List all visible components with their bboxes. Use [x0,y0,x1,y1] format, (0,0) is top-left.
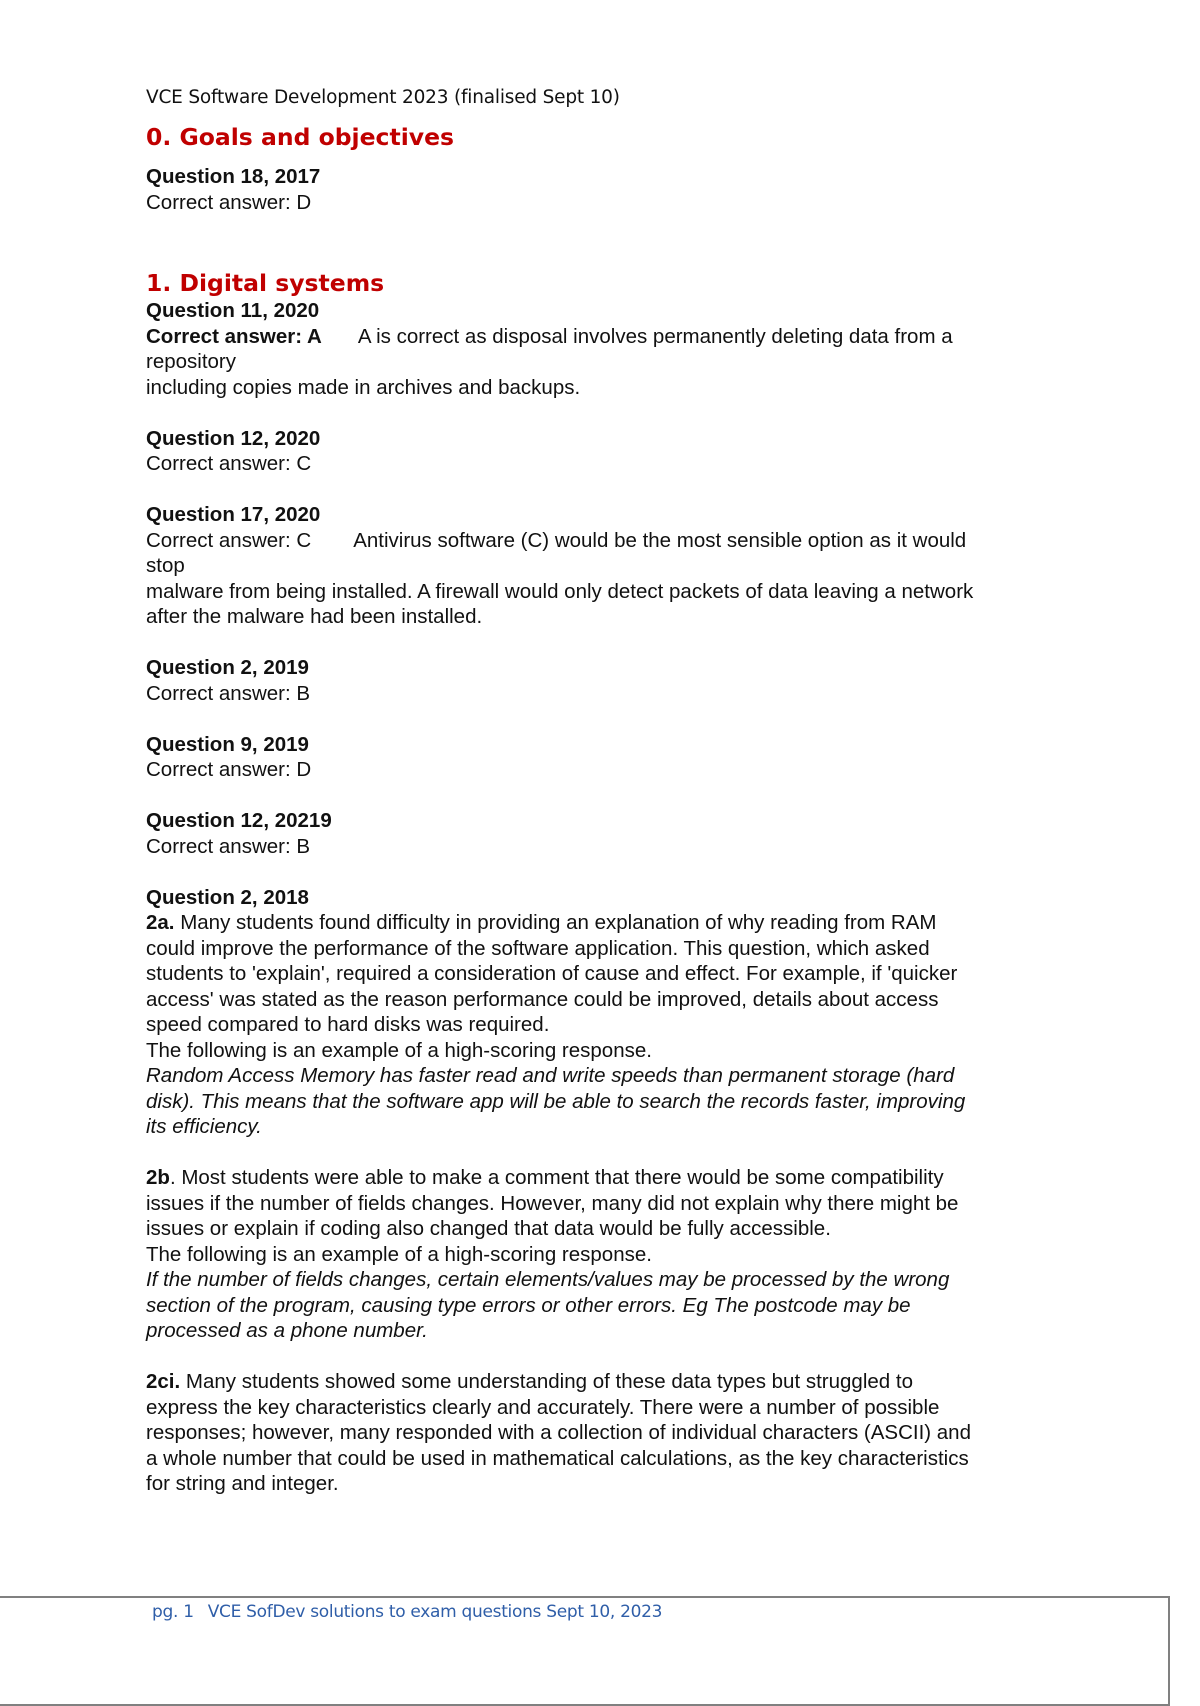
answer-explanation: Antivirus software (C) would be the most sensible option as it would [353,528,967,552]
sample-response-line: Random Access Memory has faster read and write speeds than permanent storage (hard [146,1064,955,1087]
paragraph-line: for string and integer. [146,1472,339,1495]
question-title: Question 9, 2019 [146,732,309,756]
section-heading-goals: 0. Goals and objectives [146,123,454,151]
answer-explanation: malware from being installed. A firewall would only detect packets of data leaving a network [146,579,974,603]
question-block [146,426,1066,477]
answer-explanation: repository [146,350,237,373]
paragraph-line: students to 'explain', required a consideration of cause and effect. For example, if 'quicker [146,962,958,985]
paragraph-line: express the key characteristics clearly and accurately. There were a number of possible [146,1395,940,1419]
question-title: Question 17, 2020 [146,503,321,526]
question-block [146,164,1066,215]
question-block [146,732,1066,783]
paragraph-line: issues or explain if coding also changed that data would be fully accessible. [146,1217,831,1240]
paragraph-line: issues if the number of fields changes. However, many did not explain why there might be [146,1191,959,1215]
answer-explanation: including copies made in archives and backups. [146,375,581,399]
question-answer: Correct answer: A [146,324,322,348]
question-block [146,298,1066,400]
answer-explanation: stop [146,554,185,577]
paragraph-line: speed compared to hard disks was required. [146,1013,550,1036]
question-block [146,655,1066,706]
question-answer: Correct answer: B [146,834,311,858]
sample-response-line: its efficiency. [146,1115,262,1138]
paragraph-line: The following is an example of a high-scoring response. [146,1038,652,1062]
question-answer: Correct answer: D [146,758,312,781]
page-footer [152,1601,662,1623]
question-title: Question 11, 2020 [146,299,320,322]
paragraph-line: Many students showed some understanding of these data types but struggled to [180,1370,913,1393]
question-answer: Correct answer: D [146,190,312,214]
paragraph-line: The following is an example of a high-scoring response. [146,1242,652,1266]
question-title: Question 2, 2019 [146,656,309,679]
question-block [146,502,1066,630]
answer-explanation: after the malware had been installed. [146,605,483,628]
page-content [146,86,1066,1522]
document-header: VCE Software Development 2023 (finalised Sept 10) [146,87,620,108]
question-title: Question 18, 2017 [146,165,321,188]
paragraph-line: a whole number that could be used in mathematical calculations, as the key characteristics [146,1446,969,1470]
answer-explanation: A is correct as disposal involves permanently deleting data from a [357,324,953,348]
sample-response-line: disk). This means that the software app will be able to search the records faster, improving [146,1089,966,1113]
sample-response-line: processed as a phone number. [146,1319,428,1342]
question-title: Question 12, 2020 [146,426,321,450]
question-answer: Correct answer: B [146,681,311,705]
part-label: 2ci. [146,1370,181,1393]
paragraph-line: could improve the performance of the software application. This question, which asked [146,936,930,960]
question-block [146,885,1066,1497]
question-answer: Correct answer: C [146,528,312,552]
section-heading-digital-systems: 1. Digital systems [146,269,385,297]
paragraph-line: . Most students were able to make a comment that there would be some compatibility [169,1166,944,1189]
paragraph-line: Many students found difficulty in providing an explanation of why reading from RAM [174,911,937,934]
sample-response-line: If the number of fields changes, certain elements/values may be processed by the wrong [146,1268,950,1291]
page-number: pg. 1 [152,1602,194,1622]
part-label: 2a. [146,911,175,934]
question-title: Question 12, 20219 [146,809,332,832]
answer-part-2a [146,910,1066,1140]
footer-caption: VCE SofDev solutions to exam questions Sept 10, 2023 [207,1602,663,1622]
question-block [146,808,1066,859]
paragraph-line: responses; however, many responded with a collection of individual characters (ASCII) and [146,1421,971,1444]
part-label: 2b [146,1166,170,1189]
answer-part-2b [146,1165,1066,1344]
paragraph-line: access' was stated as the reason performance could be improved, details about access [146,987,939,1011]
answer-part-2ci [146,1369,1066,1497]
sample-response-line: section of the program, causing type errors or other errors. Eg The postcode may be [146,1293,911,1317]
question-answer: Correct answer: C [146,452,312,475]
question-title: Question 2, 2018 [146,885,309,909]
